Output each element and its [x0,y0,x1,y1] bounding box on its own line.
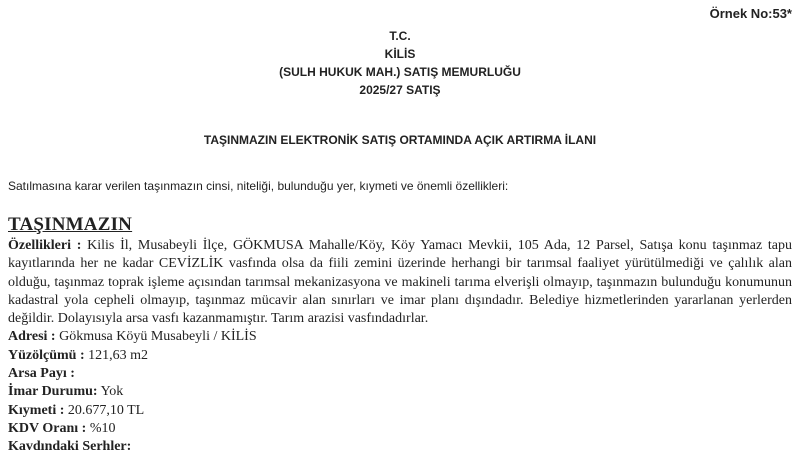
features-label: Özellikleri : [8,238,82,253]
value-amount: 20.677,10 TL [67,402,145,418]
encumbrances-label: Kavdındaki Serhler: [8,439,132,455]
address-row [8,328,792,346]
vat-row [8,420,792,438]
intro-text: Satılmasına karar verilen taşınmazın cinsi, niteliği, bulunduğu yer, kıymeti ve önemli özellikleri: [8,179,509,193]
value-row [8,402,792,420]
address-value: Gökmusa Köyü Musabeyli / KİLİS [59,329,257,345]
features-text: Kilis İl, Musabeyli İlçe, GÖKMUSA Mahalle/Köy, Köy Yamacı Mevkii, 105 Ada, 12 Parsel, Satışa konu taşınmaz tapu kayıtlarında her ne kadar CEVİZLİK vasfında olsa da fiili zemini üzerinde herhangi bir tarımsal faaliyet yürütülmediği ve çalılık alan olduğu, taşınmaz toprak işleme açısından tarımsal mekanizasyona ve makineli tarıma elverişli olmayıp, taşınmazın bulunduğu konumunun kadastral yola cepheli olmayıp, taşınmaz mücavir alan sınırları ve imar planı dışındadır. Belediye hizmetlerinden yararlanan yerlerden değildir. Dolayısıyla arsa vasfı kazanmamıştır. Tarım arazisi vasfındadırlar. [8,238,792,327]
encumbrances-row [8,438,792,456]
header-line-file-no: 2025/27 SATIŞ [359,83,441,97]
document-header [0,27,800,99]
zoning-label: İmar Durumu: [8,384,98,400]
area-label: Yüzölçümü : [8,347,85,363]
zoning-row [8,383,792,401]
document-number: Örnek No:53* [709,6,792,21]
area-row [8,347,792,365]
section-title: TAŞINMAZIN [8,214,133,235]
vat-value: %10 [89,420,116,436]
features-paragraph [8,237,792,328]
header-line-office: (SULH HUKUK MAH.) SATIŞ MEMURLUĞU [279,65,521,79]
header-line-republic: T.C. [389,29,411,43]
address-label: Adresi : [8,329,56,345]
share-row [8,365,792,383]
area-value: 121,63 m2 [88,347,149,363]
announcement-title: TAŞINMAZIN ELEKTRONİK SATIŞ ORTAMINDA AÇIK ARTIRMA İLANI [203,133,597,147]
zoning-value: Yok [100,384,124,400]
property-details [8,237,792,457]
header-line-city: KİLİS [384,47,416,61]
value-label: Kıymeti : [8,402,65,418]
vat-label: KDV Oranı : [8,420,87,436]
share-label: Arsa Payı : [8,366,75,382]
